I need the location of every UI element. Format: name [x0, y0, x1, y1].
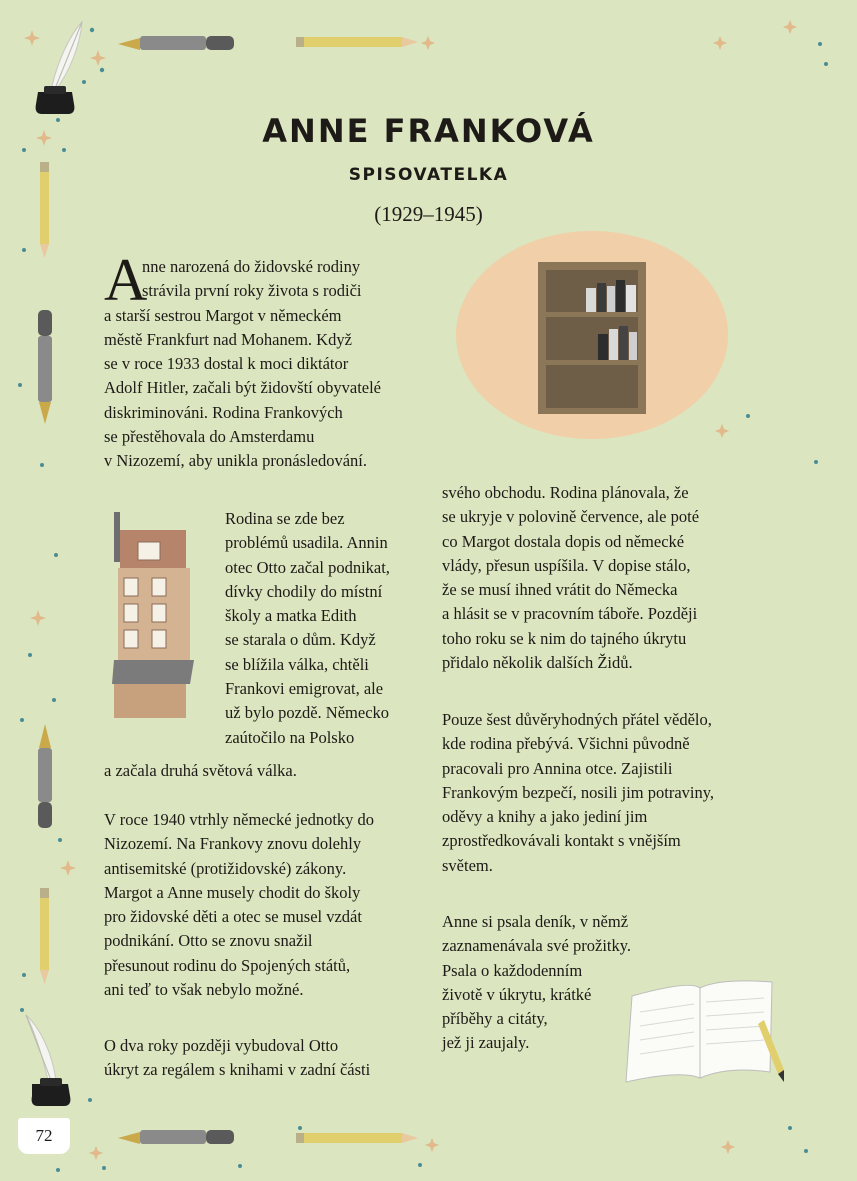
fountain-pen-icon — [118, 1130, 234, 1144]
text-line: úkryt za regálem s knihami v zadní části — [104, 1060, 371, 1080]
paragraph-2 — [225, 507, 390, 750]
bookshelf-illustration — [456, 231, 728, 439]
text-line: Margot a Anne musely chodit do školy — [104, 882, 361, 902]
text-line: a hlásit se v pracovním táboře. Později — [442, 604, 698, 624]
page-subtitle: SPISOVATELKA — [348, 165, 509, 185]
fountain-pen-icon — [38, 310, 52, 424]
text-line: podnikání. Otto se znovu snažil — [104, 931, 313, 951]
intro-paragraph — [104, 255, 381, 474]
text-line: diskriminováni. Rodina Frankových — [104, 402, 343, 422]
text-line: městě Frankfurt nad Mohanem. Když — [104, 329, 352, 349]
text-line: ani teď to však nebylo možné. — [104, 980, 304, 1000]
text-line: že se musí ihned vrátit do Německa — [442, 580, 678, 600]
text-line: zaútočilo na Polsko — [225, 727, 355, 747]
text-line: zaznamenávala své prožitky. — [442, 936, 632, 956]
text-line: v Nizozemí, aby unikla pronásledování. — [104, 451, 368, 471]
text-line: svého obchodu. Rodina plánovala, že — [442, 483, 689, 502]
text-line: Rodina se zde bez — [225, 509, 345, 528]
text-line: otec Otto začal podnikat, — [225, 557, 390, 577]
text-line: a starší sestrou Margot v německém — [104, 305, 342, 325]
text-line: strávila první roky života s rodiči — [142, 281, 362, 301]
text-line: Pouze šest důvěryhodných přátel vědělo, — [442, 710, 712, 729]
pencil-icon — [296, 37, 418, 47]
text-line: už bylo pozdě. Německo — [225, 703, 390, 723]
fountain-pen-icon — [38, 724, 52, 828]
text-line: zprostředkovávali kontakt s vnějším — [442, 831, 681, 851]
page-title: ANNE FRANKOVÁ — [262, 112, 595, 150]
text-line: Frankovi emigrovat, ale — [225, 679, 384, 699]
quill-inkwell-icon — [36, 22, 82, 114]
text-line: jež ji zaujaly. — [442, 1033, 530, 1053]
text-line: pracovali pro Annina otce. Zajistili — [442, 758, 673, 778]
text-line: O dva roky později vybudoval Otto — [104, 1036, 339, 1055]
text-line: Nizozemí. Na Frankovy znovu dolehly — [104, 834, 362, 854]
text-line: dívky chodily do místní — [225, 581, 383, 601]
text-line: příběhy a citáty, — [442, 1009, 548, 1029]
text-line: se starala o dům. Když — [225, 630, 376, 650]
text-line: světem. — [442, 855, 493, 875]
text-line: antisemitské (protižidovské) zákony. — [104, 858, 347, 878]
paragraph-4 — [104, 1034, 370, 1083]
text-line: Psala o každodenním — [442, 960, 583, 980]
right-paragraph-1 — [442, 481, 699, 675]
right-paragraph-2 — [442, 708, 714, 878]
text-line: Frankovým bezpečí, nosili jim potraviny, — [442, 782, 715, 802]
text-line: problémů usadila. Annin — [225, 533, 388, 553]
right-paragraph-3 — [442, 910, 631, 1056]
open-diary-illustration — [626, 981, 784, 1082]
text-line: a začala druhá světová válka. — [104, 761, 297, 780]
text-line: školy a matka Edith — [225, 606, 357, 626]
paragraph-2-end — [104, 759, 297, 783]
text-line: oděvy a knihy a jako jediní jim — [442, 807, 648, 827]
house-illustration — [112, 512, 194, 718]
text-line: kde rodina přebývá. Všichni původně — [442, 734, 690, 754]
text-line: se ukryje v polovině července, ale poté — [442, 507, 700, 527]
text-line: pro židovské děti a otec se musel vzdát — [104, 907, 362, 927]
drop-cap: A — [104, 247, 148, 313]
fountain-pen-icon — [118, 36, 234, 50]
page-number: 72 — [18, 1118, 70, 1154]
text-line: V roce 1940 vtrhly německé jednotky do — [104, 810, 375, 829]
text-line: nne narozená do židovské rodiny — [142, 257, 361, 276]
text-line: Anne si psala deník, v němž — [442, 912, 629, 931]
text-line: se blížila válka, chtěli — [225, 654, 369, 674]
text-line: se přestěhovala do Amsterdamu — [104, 427, 315, 447]
text-line: přesunout rodinu do Spojených států, — [104, 955, 351, 975]
text-line: vlády, přesun uspíšila. V dopise stálo, — [442, 555, 691, 575]
pencil-icon — [40, 888, 49, 984]
text-line: co Margot dostala dopis od německé — [442, 531, 685, 551]
life-years: (1929–1945) — [374, 202, 483, 226]
text-line: toho roku se k nim do tajného úkrytu — [442, 628, 687, 648]
quill-inkwell-icon — [26, 1015, 70, 1106]
text-line: životě v úkrytu, krátké — [442, 984, 592, 1004]
text-line: se v roce 1933 dostal k moci diktátor — [104, 354, 349, 374]
paragraph-3 — [104, 808, 374, 1002]
text-line: Adolf Hitler, začali být židovští obyvatelé — [104, 378, 382, 398]
text-line: přidalo několik dalších Židů. — [442, 653, 633, 673]
pencil-icon — [296, 1133, 418, 1143]
